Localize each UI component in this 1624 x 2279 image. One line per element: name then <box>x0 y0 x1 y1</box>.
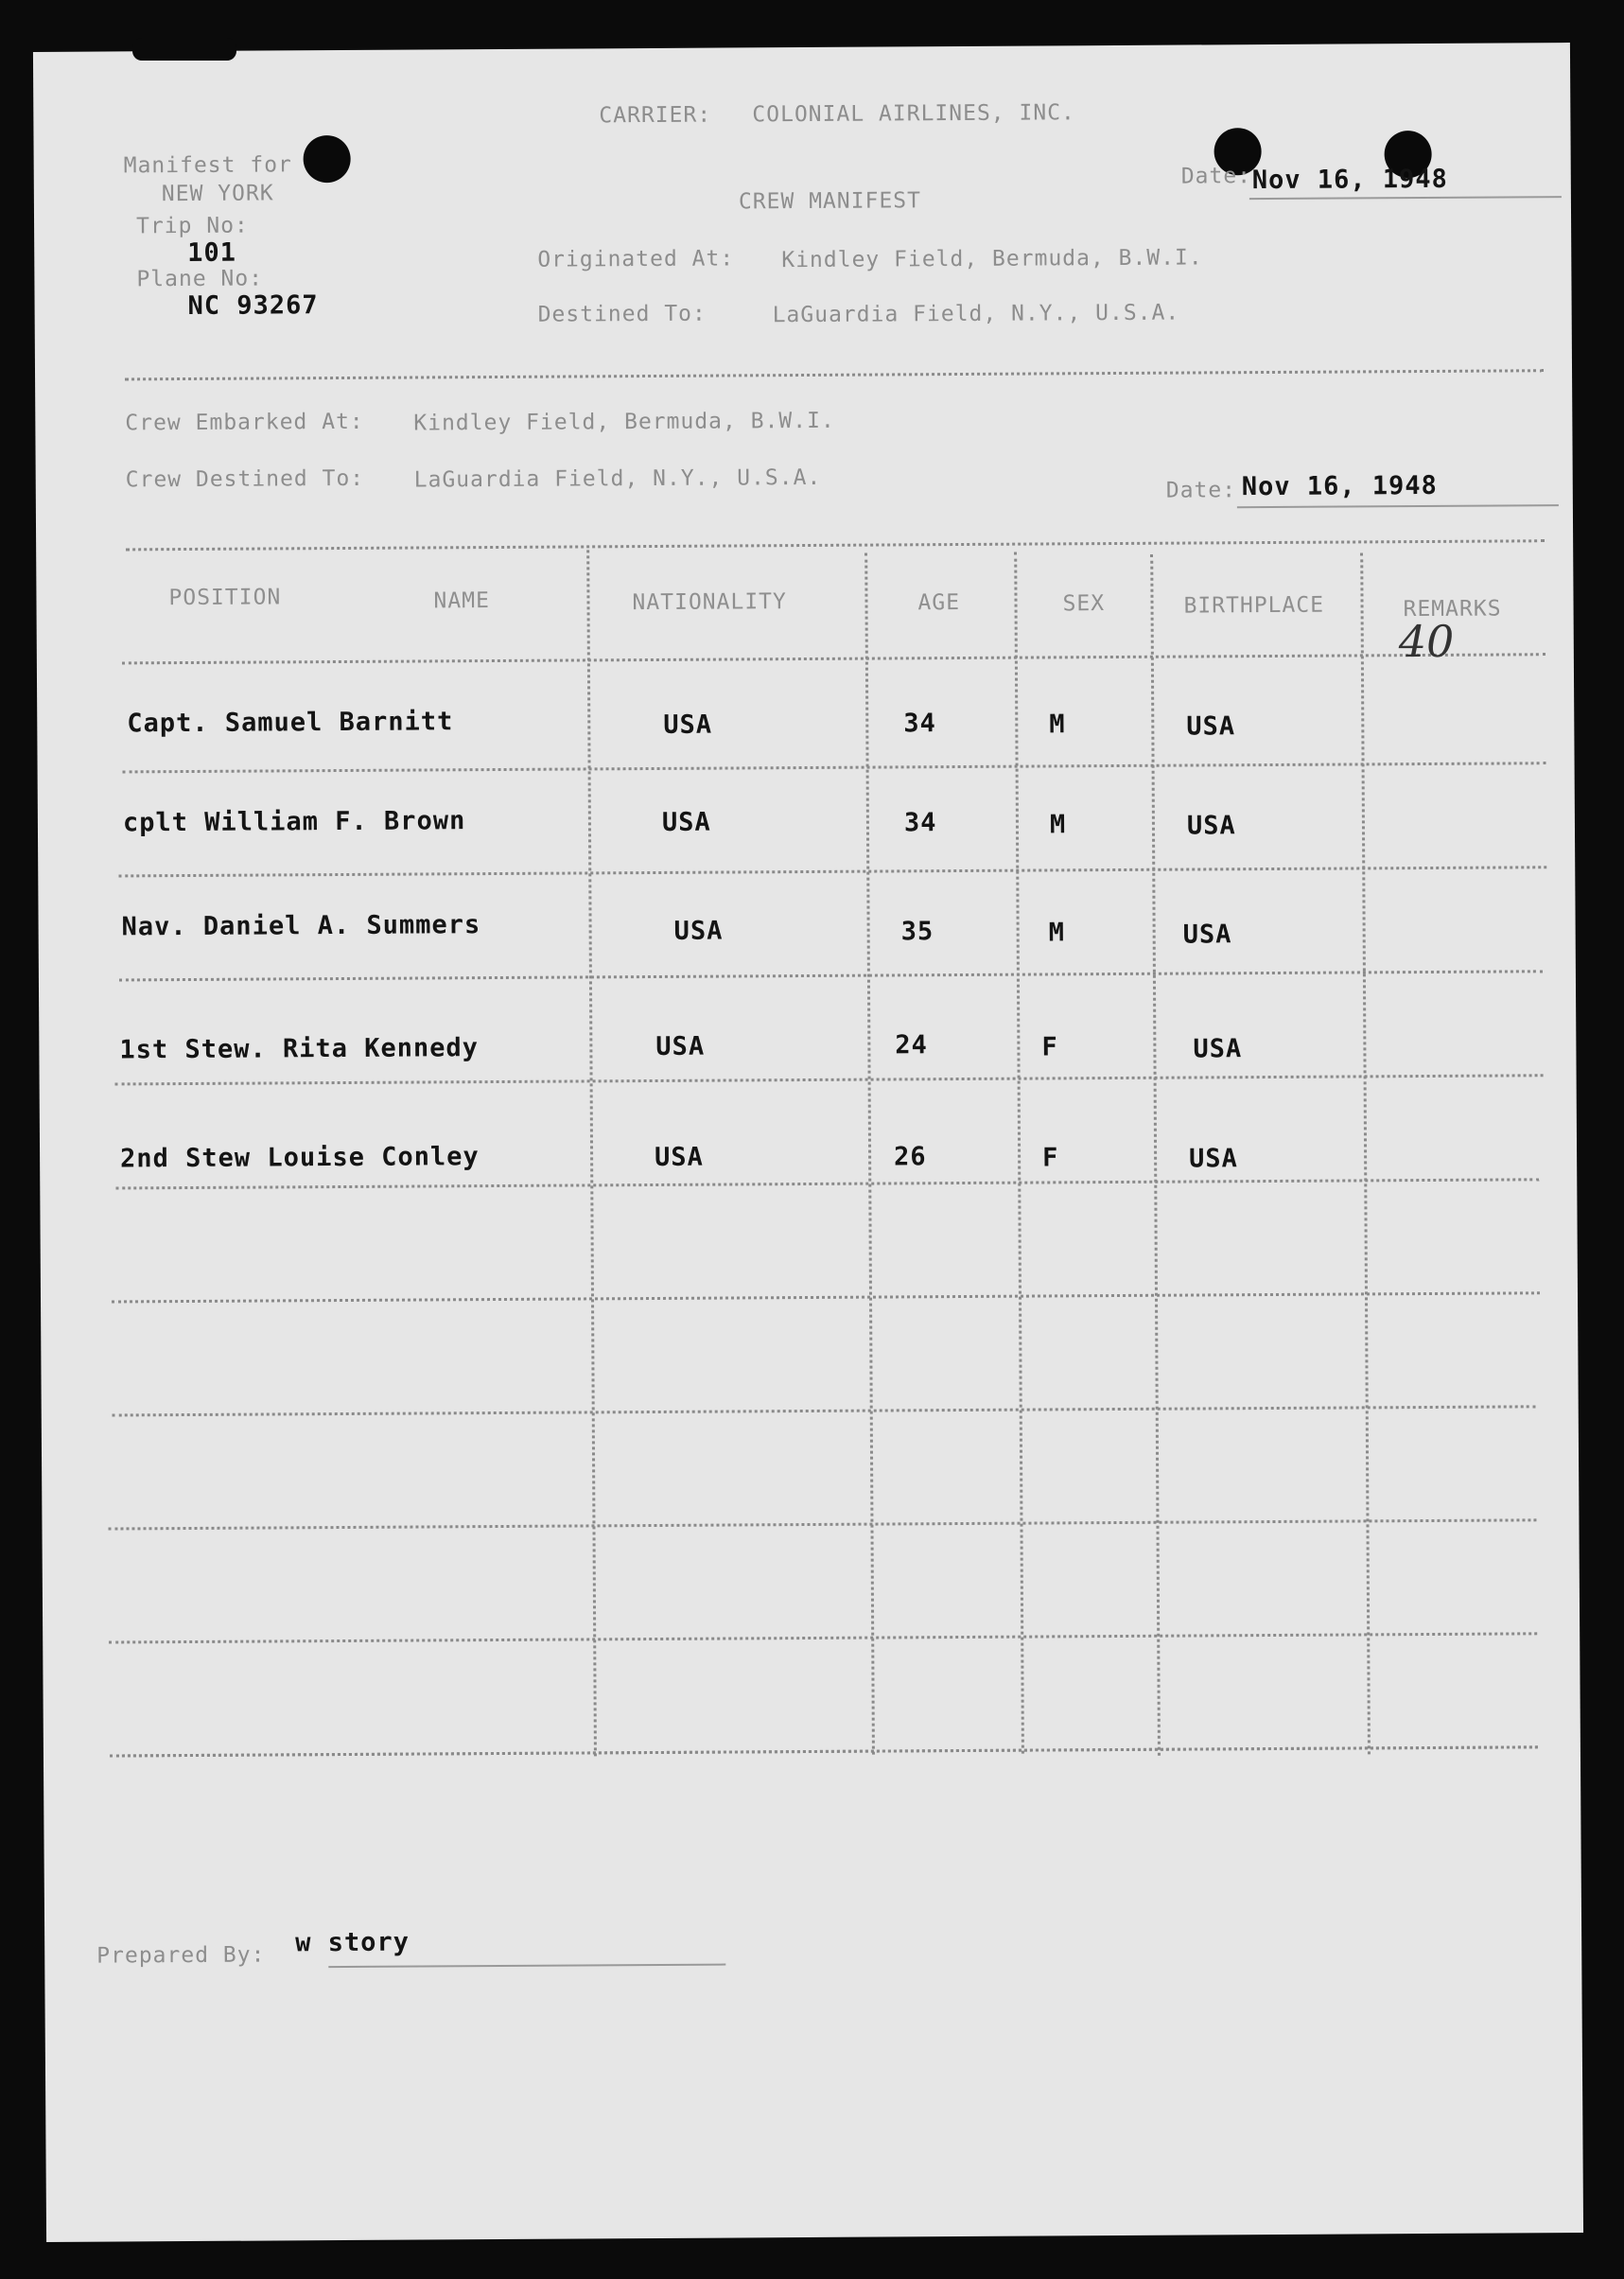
plane-no-label: Plane No: <box>136 266 264 292</box>
row-age: 34 <box>903 808 937 838</box>
row-birthplace: USA <box>1182 920 1232 950</box>
col-header-birthplace: BIRTHPLACE <box>1183 592 1325 619</box>
crew-embarked-label: Crew Embarked At: <box>125 409 364 436</box>
prepared-by-value: w story <box>295 1927 410 1958</box>
row-sex: M <box>1048 918 1066 948</box>
crew-destined-label: Crew Destined To: <box>125 465 365 493</box>
punch-hole <box>303 135 350 183</box>
row-birthplace: USA <box>1186 811 1236 841</box>
col-header-position: POSITION <box>168 585 282 611</box>
manifest-sheet <box>33 43 1583 2242</box>
row-position-name: 1st Stew. Rita Kennedy <box>119 1033 480 1065</box>
col-header-age: AGE <box>917 590 961 616</box>
originated-label: Originated At: <box>537 246 735 272</box>
row-nationality: USA <box>655 1142 704 1172</box>
crew-date-value: Nov 16, 1948 <box>1241 470 1438 502</box>
row-position-name: Capt. Samuel Barnitt <box>127 707 454 739</box>
row-birthplace: USA <box>1193 1034 1243 1064</box>
remarks-note: 40 <box>1398 615 1455 668</box>
row-position-name: cplt William F. Brown <box>122 806 466 838</box>
col-header-name: NAME <box>433 588 490 614</box>
crew-date-label: Date: <box>1165 478 1237 503</box>
trip-no-value: 101 <box>187 237 237 268</box>
col-header-remarks: REMARKS <box>1403 596 1502 622</box>
row-position-name: 2nd Stew Louise Conley <box>119 1142 480 1174</box>
trip-no-label: Trip No: <box>135 213 249 239</box>
row-nationality: USA <box>673 916 724 946</box>
date-label: Date: <box>1180 164 1252 189</box>
row-sex: F <box>1042 1143 1059 1173</box>
row-nationality: USA <box>655 1031 706 1061</box>
plane-no-value: NC 93267 <box>187 290 319 321</box>
col-header-sex: SEX <box>1062 591 1106 617</box>
row-birthplace: USA <box>1186 711 1236 742</box>
prepared-by-label: Prepared By: <box>96 1942 266 1969</box>
row-age: 35 <box>900 917 934 947</box>
row-age: 34 <box>903 709 936 739</box>
manifest-for-label: Manifest for <box>123 152 292 179</box>
date-value: Nov 16, 1948 <box>1251 164 1448 196</box>
carrier-value: COLONIAL AIRLINES, INC. <box>752 100 1075 128</box>
row-sex: M <box>1049 710 1066 740</box>
carrier-label: CARRIER: <box>599 102 712 129</box>
destined-value: LaGuardia Field, N.Y., U.S.A. <box>772 300 1180 328</box>
originated-value: Kindley Field, Bermuda, B.W.I. <box>781 245 1203 273</box>
row-sex: F <box>1041 1032 1058 1062</box>
row-birthplace: USA <box>1189 1144 1238 1174</box>
row-nationality: USA <box>661 807 711 837</box>
row-age: 26 <box>894 1142 927 1172</box>
col-header-nationality: NATIONALITY <box>632 589 787 616</box>
crew-embarked-value: Kindley Field, Bermuda, B.W.I. <box>413 408 835 436</box>
row-position-name: Nav. Daniel A. Summers <box>121 910 481 942</box>
row-nationality: USA <box>663 710 713 740</box>
manifest-for-value: NEW YORK <box>161 181 274 207</box>
row-sex: M <box>1049 810 1067 840</box>
scan-blot <box>132 38 236 61</box>
row-age: 24 <box>895 1030 928 1061</box>
crew-destined-value: LaGuardia Field, N.Y., U.S.A. <box>413 465 822 493</box>
manifest-title: CREW MANIFEST <box>738 188 922 215</box>
destined-label: Destined To: <box>537 301 707 327</box>
